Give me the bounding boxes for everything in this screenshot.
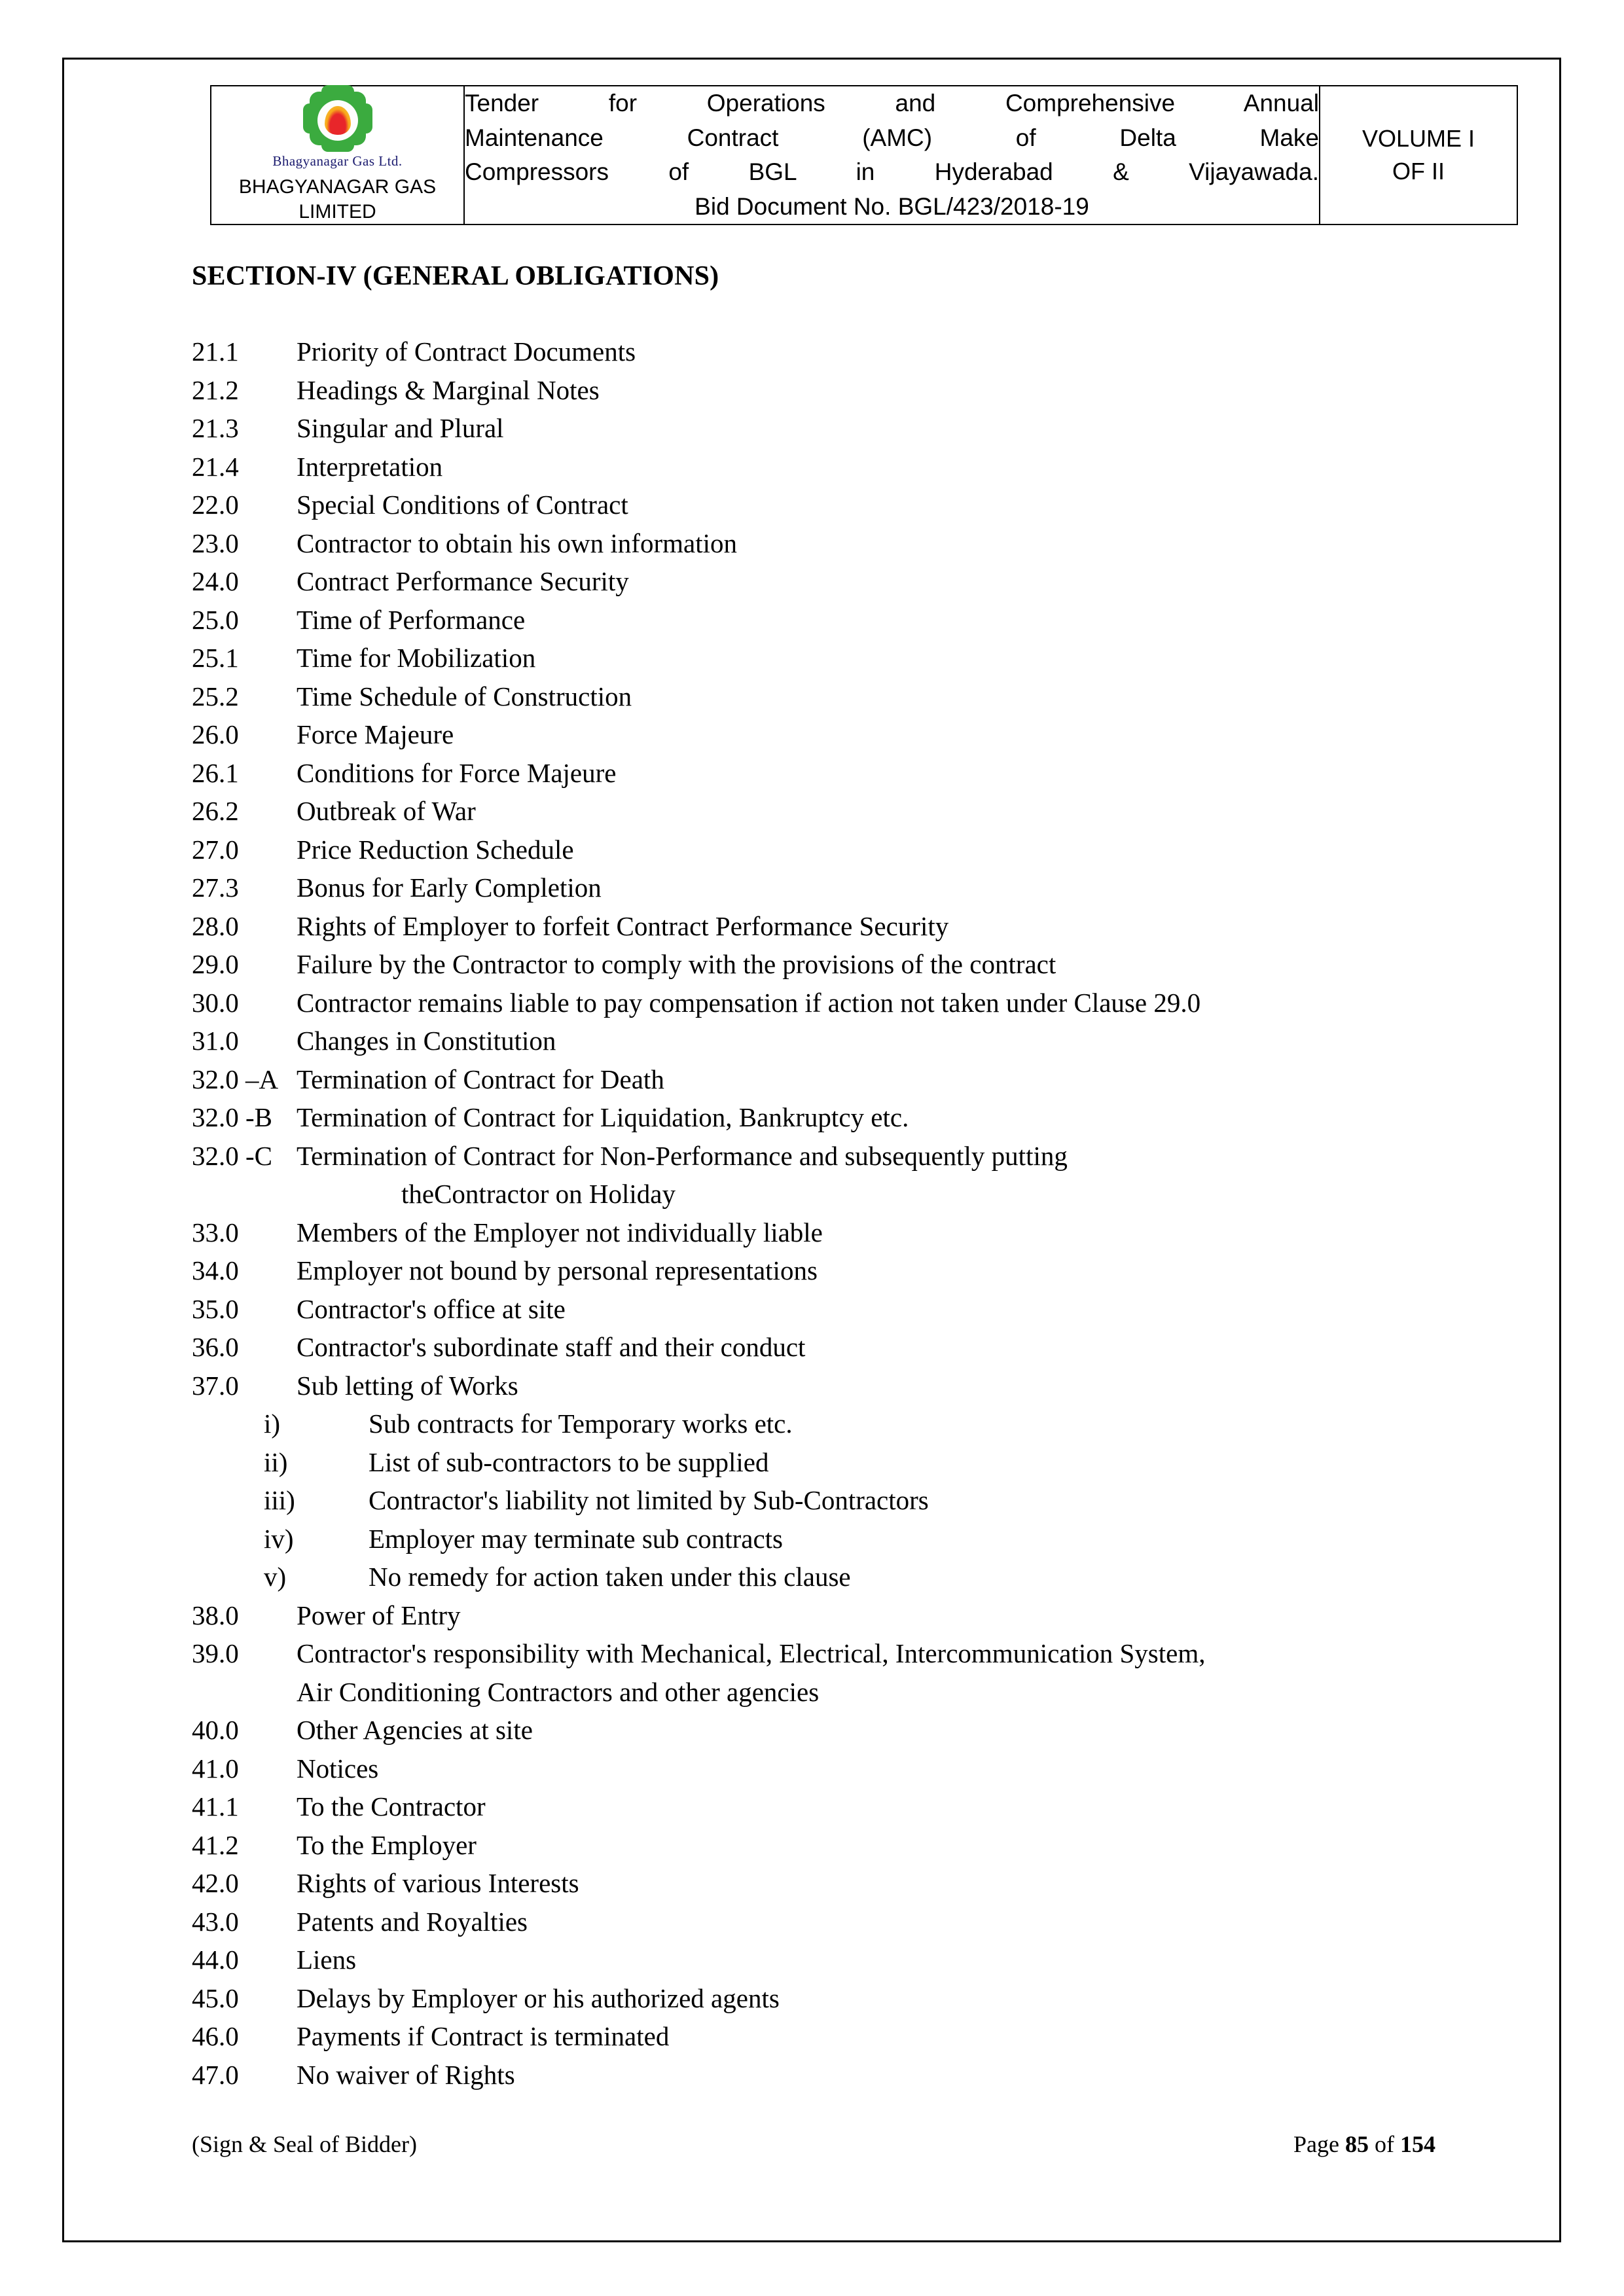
list-item-text bbox=[369, 1558, 1489, 1596]
list-item-text-main: Contract Performance Security bbox=[297, 566, 629, 597]
list-item bbox=[192, 639, 1489, 677]
list-item bbox=[192, 1903, 1489, 1941]
list-item-number: 40.0 bbox=[192, 1715, 239, 1746]
list-item bbox=[192, 1979, 1489, 2018]
list-item-text-main: Contractor's responsibility with Mechanical, Electrical, Intercommunication System, bbox=[297, 1638, 1206, 1669]
footer-page-mid: of bbox=[1369, 2131, 1400, 2157]
header-title-line-2: Maintenance Contract (AMC) of Delta Make bbox=[465, 124, 1319, 151]
list-item-text bbox=[297, 448, 1489, 486]
list-item bbox=[192, 562, 1489, 601]
list-item-text bbox=[369, 1405, 1489, 1443]
list-item-text-main: Changes in Constitution bbox=[297, 1026, 556, 1056]
list-item-text-main: Sub contracts for Temporary works etc. bbox=[369, 1408, 793, 1439]
list-item bbox=[192, 332, 1489, 371]
list-item-number: 38.0 bbox=[192, 1600, 239, 1630]
list-item-text bbox=[297, 2056, 1489, 2094]
list-item-text-main: Force Majeure bbox=[297, 719, 454, 750]
page-content bbox=[141, 85, 1489, 2094]
list-item-text-main: Members of the Employer not individually liable bbox=[297, 1217, 823, 1247]
list-item-text-main: Power of Entry bbox=[297, 1600, 461, 1630]
list-item-text-main: Time of Performance bbox=[297, 604, 526, 635]
list-item-number: 32.0 –A bbox=[192, 1064, 279, 1094]
list-item-text-main: Termination of Contract for Liquidation, Bankruptcy etc. bbox=[297, 1102, 909, 1133]
logo-subtext: Bhagyanagar Gas Ltd. bbox=[272, 153, 403, 170]
footer-page-prefix: Page bbox=[1293, 2131, 1345, 2157]
list-item-number: 27.3 bbox=[192, 872, 239, 903]
list-item bbox=[192, 754, 1489, 793]
list-item-text bbox=[297, 2017, 1489, 2056]
list-item-text-main: Time Schedule of Construction bbox=[297, 681, 632, 711]
bgl-logo-icon bbox=[295, 89, 380, 152]
list-item-text bbox=[297, 945, 1489, 984]
list-item-text-continued: Air Conditioning Contractors and other agencies bbox=[297, 1676, 820, 1707]
list-item bbox=[192, 1826, 1489, 1865]
page-title: SECTION-IV (GENERAL OBLIGATIONS) bbox=[192, 261, 719, 292]
list-item bbox=[192, 409, 1489, 448]
list-item-text-main: Rights of various Interests bbox=[297, 1868, 579, 1899]
list-item-text-main: No remedy for action taken under this clause bbox=[369, 1562, 851, 1592]
list-item-text bbox=[297, 1634, 1489, 1711]
list-item-text bbox=[297, 332, 1489, 371]
list-item-text-main: Patents and Royalties bbox=[297, 1906, 528, 1937]
list-item bbox=[192, 1864, 1489, 1903]
list-item-text bbox=[297, 1213, 1489, 1252]
list-item-text bbox=[297, 486, 1489, 524]
list-item-text bbox=[297, 524, 1489, 563]
list-item-text bbox=[297, 1596, 1489, 1635]
footer-current-page: 85 bbox=[1345, 2131, 1369, 2157]
list-item-text-main: Liens bbox=[297, 1945, 357, 1975]
list-item-number: 37.0 bbox=[192, 1370, 239, 1401]
list-item-text-continued: theContractor on Holiday bbox=[401, 1179, 676, 1210]
list-item-number: 46.0 bbox=[192, 2021, 239, 2052]
list-item bbox=[192, 1060, 1489, 1099]
list-item bbox=[192, 1787, 1489, 1826]
list-item-text bbox=[297, 562, 1489, 601]
list-item-number: iv) bbox=[264, 1523, 294, 1554]
list-item-number: 26.0 bbox=[192, 719, 239, 750]
list-item bbox=[192, 792, 1489, 831]
list-item-number: 45.0 bbox=[192, 1982, 239, 2013]
list-item-text-main: Delays by Employer or his authorized agents bbox=[297, 1982, 780, 2013]
list-item-text bbox=[297, 1367, 1489, 1405]
list-item-text bbox=[297, 984, 1489, 1022]
list-item-text bbox=[297, 409, 1489, 448]
document-header-table bbox=[210, 85, 1518, 225]
list-item-text bbox=[297, 371, 1489, 410]
list-item bbox=[192, 1367, 1489, 1405]
list-item bbox=[192, 1749, 1489, 1788]
list-item-text-main: Payments if Contract is terminated bbox=[297, 2021, 670, 2052]
list-item-text bbox=[297, 1711, 1489, 1749]
list-item-text bbox=[297, 831, 1489, 869]
header-logo-cell bbox=[211, 86, 464, 224]
footer-sign-seal: (Sign & Seal of Bidder) bbox=[192, 2131, 417, 2157]
list-item-number: iii) bbox=[264, 1485, 295, 1516]
list-item-text bbox=[297, 1864, 1489, 1903]
list-item-text-main: Sub letting of Works bbox=[297, 1370, 518, 1401]
list-item bbox=[192, 1520, 1489, 1558]
list-item bbox=[192, 2017, 1489, 2056]
list-item bbox=[192, 945, 1489, 984]
list-item-number: 25.0 bbox=[192, 604, 239, 635]
list-item-text bbox=[297, 601, 1489, 639]
list-item-text bbox=[297, 792, 1489, 831]
list-item-text-main: Contractor remains liable to pay compensation if action not taken under Clause 29.0 bbox=[297, 987, 1201, 1018]
list-item-number: i) bbox=[264, 1408, 281, 1439]
list-item-text-main: Headings & Marginal Notes bbox=[297, 374, 600, 405]
list-item-text-main: No waiver of Rights bbox=[297, 2059, 515, 2090]
volume-line-2: OF II bbox=[1392, 158, 1445, 185]
list-item-text-main: Termination of Contract for Death bbox=[297, 1064, 664, 1094]
list-item bbox=[192, 1941, 1489, 1979]
list-item-number: 28.0 bbox=[192, 910, 239, 941]
list-item-text bbox=[297, 1787, 1489, 1826]
list-item bbox=[192, 715, 1489, 754]
list-item-text-main: Time for Mobilization bbox=[297, 643, 536, 673]
list-item-text-main: Priority of Contract Documents bbox=[297, 336, 636, 367]
list-item-number: 47.0 bbox=[192, 2059, 239, 2090]
list-item-text bbox=[297, 1022, 1489, 1060]
list-item-text bbox=[297, 1251, 1489, 1290]
list-item-number: 41.0 bbox=[192, 1753, 239, 1784]
list-item-text-main: Employer not bound by personal representations bbox=[297, 1255, 818, 1286]
list-item-number: 36.0 bbox=[192, 1332, 239, 1363]
list-item-text-main: List of sub-contractors to be supplied bbox=[369, 1446, 769, 1477]
list-item bbox=[192, 1558, 1489, 1596]
list-item bbox=[192, 677, 1489, 716]
list-item bbox=[192, 1328, 1489, 1367]
list-item-text-main: Notices bbox=[297, 1753, 379, 1784]
list-item-text-main: Employer may terminate sub contracts bbox=[369, 1523, 784, 1554]
list-item-text-main: Contractor's liability not limited by Sub-Contractors bbox=[369, 1485, 929, 1516]
list-item-number: 26.1 bbox=[192, 757, 239, 788]
list-item-number: 35.0 bbox=[192, 1293, 239, 1324]
list-item-number: 24.0 bbox=[192, 566, 239, 597]
logo-caption-line1: BHAGYANAGAR GAS bbox=[238, 176, 437, 198]
list-item-text-main: Price Reduction Schedule bbox=[297, 834, 574, 865]
list-item bbox=[192, 1711, 1489, 1749]
list-item-text bbox=[297, 1979, 1489, 2018]
list-item-text-main: Singular and Plural bbox=[297, 413, 504, 444]
header-title-line-1: Tender for Operations and Comprehensive Annual bbox=[465, 90, 1319, 117]
list-item-number: 31.0 bbox=[192, 1026, 239, 1056]
list-item-text bbox=[297, 1749, 1489, 1788]
list-item-number: 21.1 bbox=[192, 336, 239, 367]
list-item-number: 34.0 bbox=[192, 1255, 239, 1286]
list-item-number: 44.0 bbox=[192, 1945, 239, 1975]
list-item-number: 30.0 bbox=[192, 987, 239, 1018]
list-item-text bbox=[297, 1290, 1489, 1329]
list-item-text bbox=[297, 754, 1489, 793]
list-item-number: 41.1 bbox=[192, 1791, 239, 1822]
list-item-number: 25.1 bbox=[192, 643, 239, 673]
list-item-number: 42.0 bbox=[192, 1868, 239, 1899]
list-item-text-main: Interpretation bbox=[297, 451, 443, 482]
list-item-text bbox=[297, 1826, 1489, 1865]
list-item bbox=[192, 1634, 1489, 1711]
list-item bbox=[192, 1251, 1489, 1290]
list-item-text bbox=[297, 1941, 1489, 1979]
list-item-number: v) bbox=[264, 1562, 287, 1592]
list-item-text bbox=[297, 869, 1489, 907]
list-item-number: 41.2 bbox=[192, 1829, 239, 1860]
list-item bbox=[192, 869, 1489, 907]
list-item-text bbox=[297, 1903, 1489, 1941]
list-item-number: 27.0 bbox=[192, 834, 239, 865]
header-bid-document-no: Bid Document No. BGL/423/2018-19 bbox=[695, 192, 1089, 220]
list-item-text bbox=[297, 639, 1489, 677]
list-item-text bbox=[369, 1520, 1489, 1558]
list-item-text-main: To the Contractor bbox=[297, 1791, 486, 1822]
footer-total-pages: 154 bbox=[1400, 2131, 1435, 2157]
list-item-text bbox=[297, 1098, 1489, 1137]
list-item-text-main: Outbreak of War bbox=[297, 796, 476, 827]
list-item-number: 25.2 bbox=[192, 681, 239, 711]
list-item-number: 23.0 bbox=[192, 528, 239, 558]
list-item-text-main: Contractor's subordinate staff and their conduct bbox=[297, 1332, 806, 1363]
list-item-text bbox=[297, 1137, 1489, 1213]
list-item-number: 21.2 bbox=[192, 374, 239, 405]
list-item bbox=[192, 831, 1489, 869]
list-item bbox=[192, 601, 1489, 639]
list-item-text-main: Bonus for Early Completion bbox=[297, 872, 602, 903]
list-item-number: 43.0 bbox=[192, 1906, 239, 1937]
list-item bbox=[192, 1405, 1489, 1443]
list-item bbox=[192, 1098, 1489, 1137]
header-title-line-3: Compressors of BGL in Hyderabad & Vijayawada. bbox=[465, 158, 1319, 186]
list-item-text-main: To the Employer bbox=[297, 1829, 477, 1860]
list-item-text bbox=[297, 677, 1489, 716]
list-item bbox=[192, 486, 1489, 524]
list-item bbox=[192, 1596, 1489, 1635]
list-item bbox=[192, 371, 1489, 410]
header-title-cell bbox=[464, 86, 1320, 224]
list-item bbox=[192, 448, 1489, 486]
list-item-number: 39.0 bbox=[192, 1638, 239, 1669]
list-item bbox=[192, 1213, 1489, 1252]
list-item-number: ii) bbox=[264, 1446, 288, 1477]
list-item-text-main: Failure by the Contractor to comply with the provisions of the contract bbox=[297, 949, 1056, 980]
list-item-text bbox=[297, 715, 1489, 754]
list-item bbox=[192, 2056, 1489, 2094]
footer-page-number bbox=[1293, 2130, 1435, 2158]
list-item-number: 22.0 bbox=[192, 490, 239, 520]
volume-line-1: VOLUME I bbox=[1362, 125, 1475, 152]
list-item-text bbox=[369, 1481, 1489, 1520]
list-item-text-main: Contractor to obtain his own information bbox=[297, 528, 737, 558]
list-item bbox=[192, 524, 1489, 563]
list-item-text-main: Termination of Contract for Non-Performance and subsequently putting bbox=[297, 1140, 1068, 1171]
list-item-text bbox=[369, 1443, 1489, 1482]
logo-caption-line2: LIMITED bbox=[298, 200, 376, 223]
list-item-text bbox=[297, 907, 1489, 946]
list-item bbox=[192, 1481, 1489, 1520]
list-item-text-main: Special Conditions of Contract bbox=[297, 490, 628, 520]
list-item-number: 21.3 bbox=[192, 413, 239, 444]
list-item-text-main: Rights of Employer to forfeit Contract Performance Security bbox=[297, 910, 949, 941]
list-item-text-main: Contractor's office at site bbox=[297, 1293, 566, 1324]
list-item-number: 26.2 bbox=[192, 796, 239, 827]
list-item-text bbox=[297, 1060, 1489, 1099]
list-item bbox=[192, 1290, 1489, 1329]
list-item bbox=[192, 907, 1489, 946]
list-item-text-main: Other Agencies at site bbox=[297, 1715, 533, 1746]
list-item bbox=[192, 1443, 1489, 1482]
list-item-text bbox=[297, 1328, 1489, 1367]
list-item-number: 32.0 -C bbox=[192, 1140, 272, 1171]
page-footer bbox=[192, 2130, 1435, 2158]
list-item bbox=[192, 1137, 1489, 1213]
header-volume-cell bbox=[1320, 86, 1517, 224]
list-item-number: 33.0 bbox=[192, 1217, 239, 1247]
list-item-number: 29.0 bbox=[192, 949, 239, 980]
list-item-number: 21.4 bbox=[192, 451, 239, 482]
list-item-text-main: Conditions for Force Majeure bbox=[297, 757, 617, 788]
list-item-number: 32.0 -B bbox=[192, 1102, 272, 1133]
list-item bbox=[192, 984, 1489, 1022]
table-of-contents-list bbox=[141, 332, 1489, 2094]
list-item bbox=[192, 1022, 1489, 1060]
